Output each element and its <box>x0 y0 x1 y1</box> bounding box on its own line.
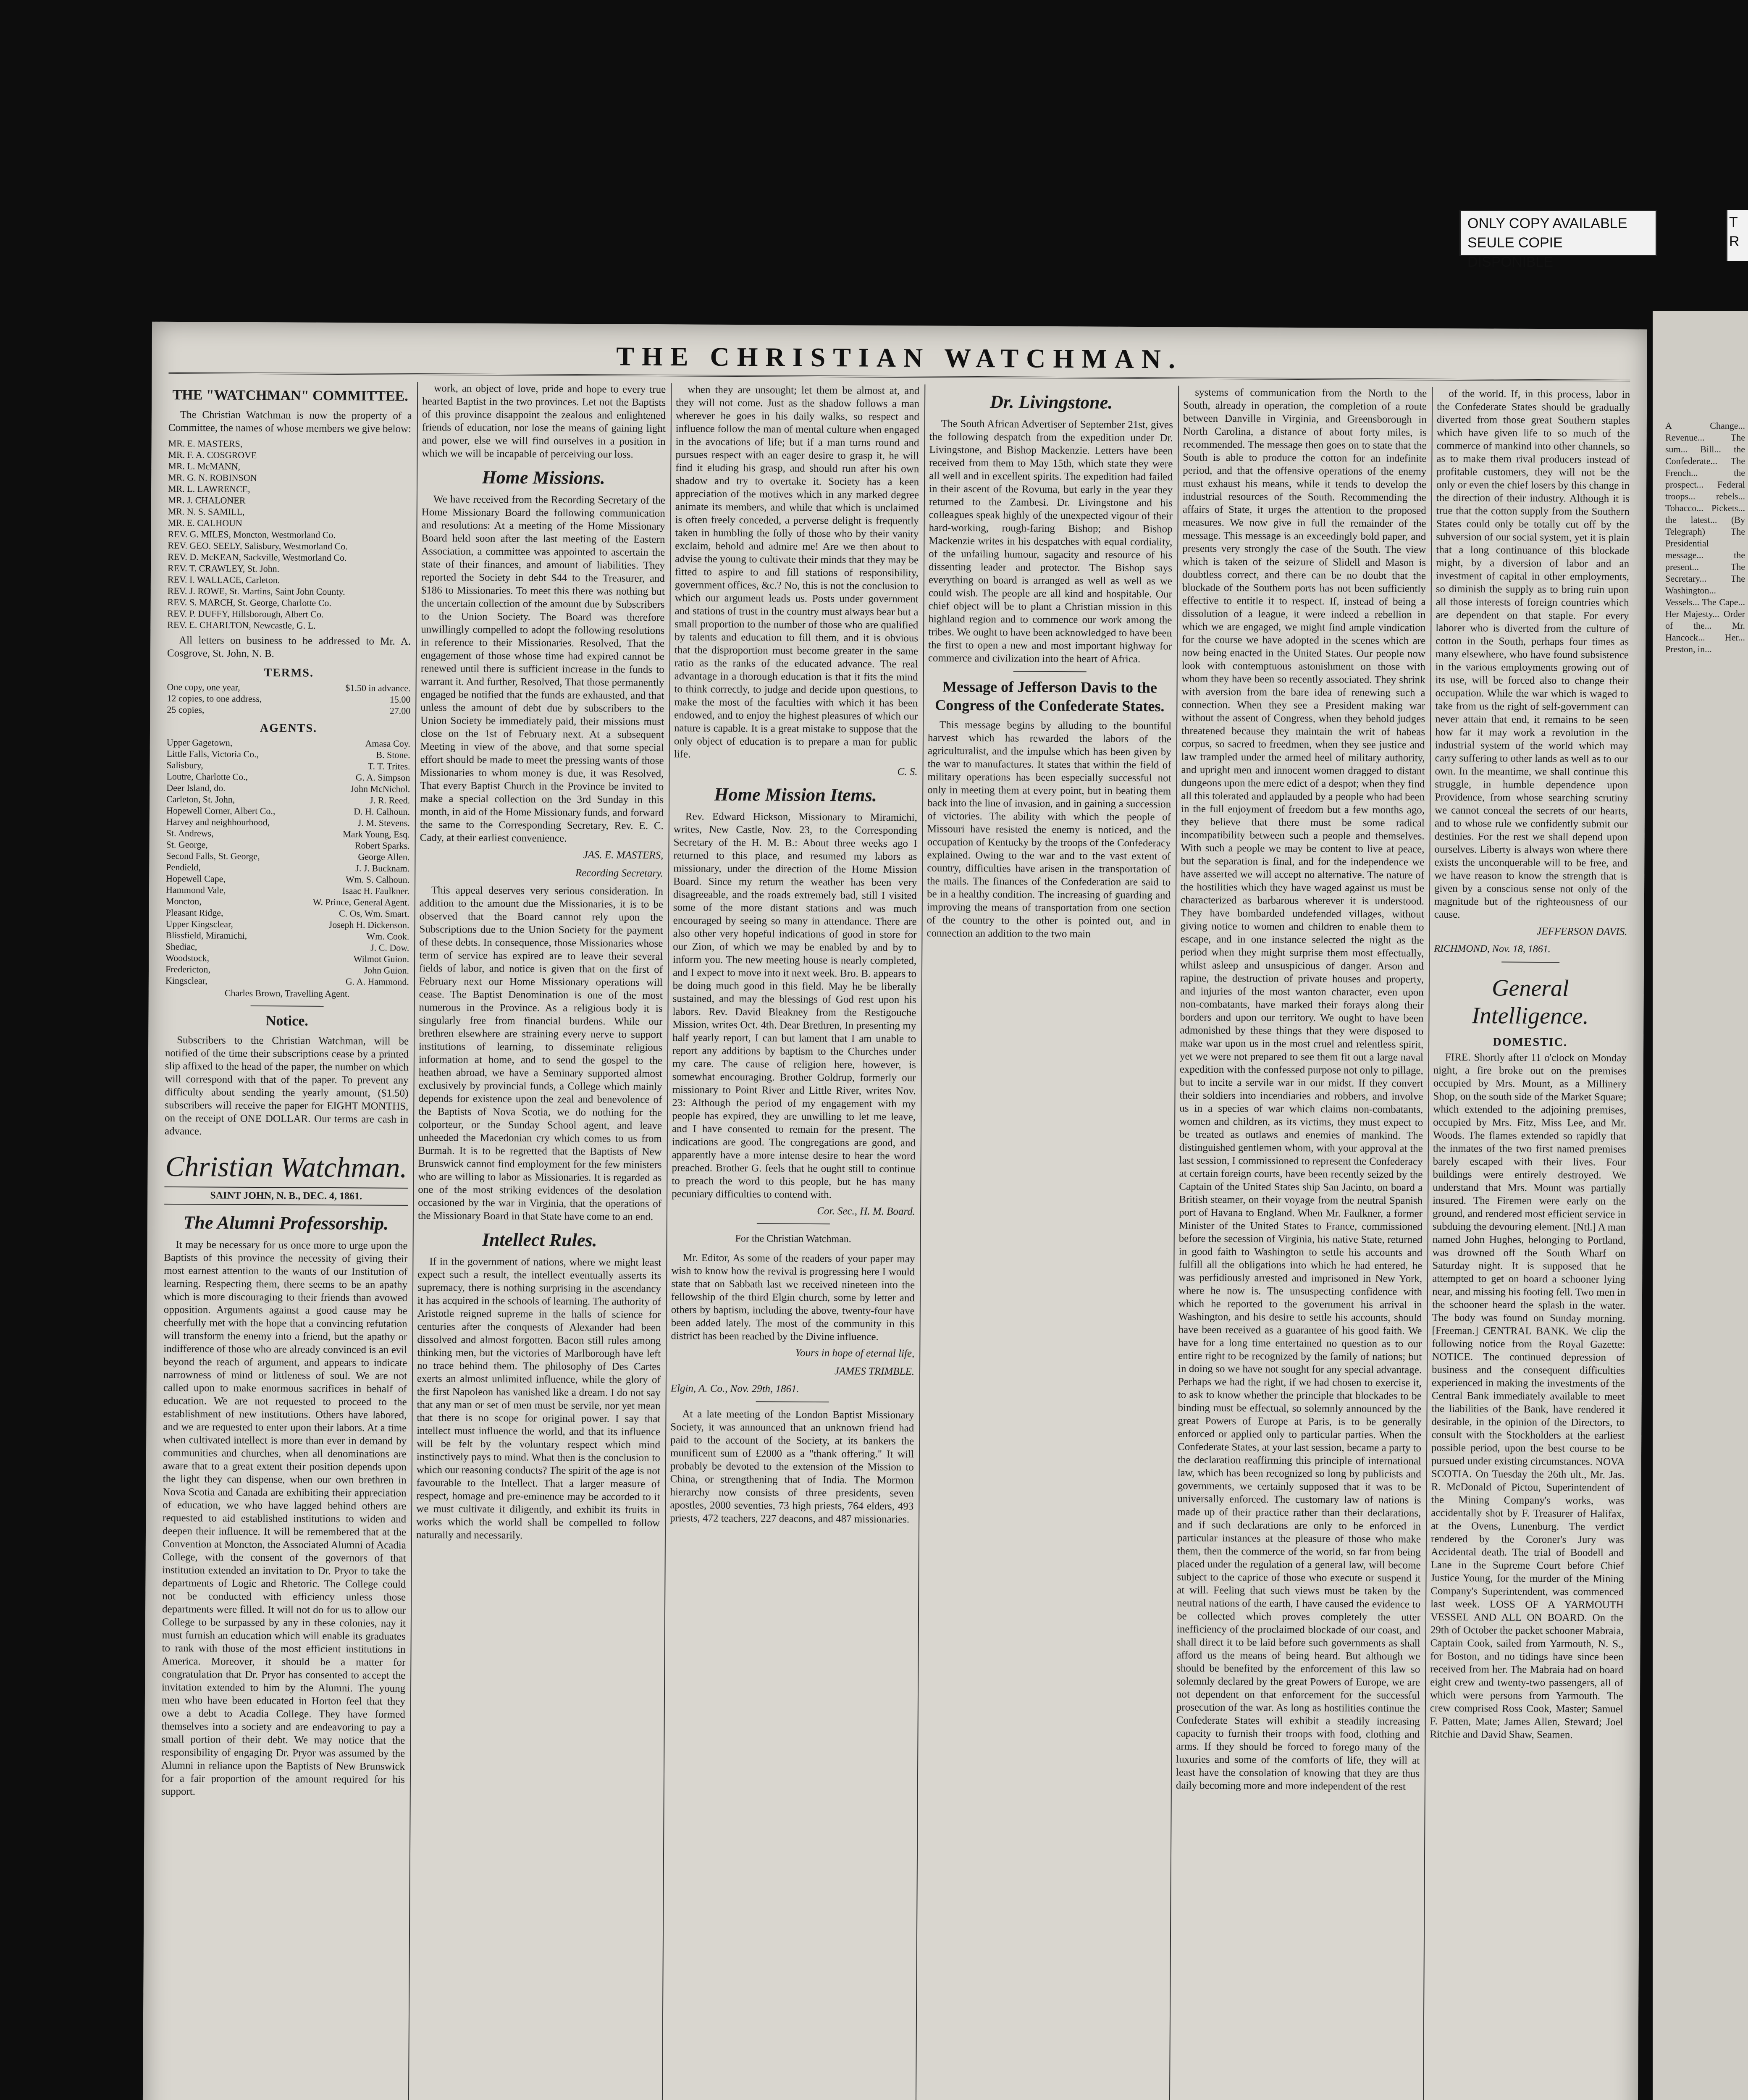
agent-row-value: W. Prince, General Agent. <box>312 896 409 908</box>
alumni-heading: The Alumni Professorship. <box>183 1212 389 1234</box>
column-2 <box>412 382 666 2100</box>
agent-row-value: Isaac H. Faulkner. <box>342 885 410 896</box>
agent-row <box>166 861 409 874</box>
signature-cs: C. S. <box>897 766 918 778</box>
committee-member: REV. S. MARCH, St. George, Charlotte Co. <box>167 596 331 608</box>
address-note: All letters on business to be addressed to Mr. A. Cosgrove, St. John, N. B. <box>167 635 411 660</box>
alumni-text: It may be necessary for us once more to urge upon the Baptists of this province the necessity of giving their most earnest attention to the wants of our Institution of learning. Respecting them, there seems to be an apathy which is more discouraging to their friends than avowed opposition. Arguments against a good cause may be cheerfully met with the hope that a convincing refutation will transform the enemy into a friend, but the apathy or indifference of those who are already convinced is an evil beyond the reach of argument, and appears to indicate narrowness of mind or littleness of soul. We are not called upon to make enormous sacrifices in behalf of education. We are not requested to proceed to the establishment of new institutions. Others have labored, and we are requested to enter upon their labors. At a time when cultivated intellect is more than ever in demand by communities and churches, when all denominations are aware that to a great extent their position depends upon the light they can dispense, when our own brethren in Nova Scotia and Canada are exhibiting their appreciation of education, we who have lagged behind others are requested to aid established institutions to widen and deepen their influence. It will be remembered that at the Convention at Moncton, the Associated Alumni of Acadia College, with the consent of the governors of that institution extended an invitation to Dr. Pryor to take the departments of Logic and Rhetoric. The College could not be conducted with efficiency unless those departments were filled. It will not do for us to allow our College to be surpassed by any in these colonies, nay it must furnish an education which will enable its graduates to rank with those of the most efficient institutions in America. Moreover, it should be a matter for congratulation that Dr. Pryor has consented to accept the invitation extended to him by the Alumni. The young men who have been educated in Horton feel that they owe a debt to Acadia College. They have formed themselves into a society and are endeavoring to pay a small portion of their debt. We may notice that the responsibility of engaging Dr. Pryor was assumed by the Alumni in reliance upon the Baptists of New Brunswick for a fair proportion of the amount required for his support. <box>161 1239 408 1798</box>
committee-members-list <box>167 438 412 632</box>
committee-heading: THE "WATCHMAN" COMMITTEE. <box>172 387 408 404</box>
agent-row <box>166 839 410 851</box>
home-mission-items-text: Rev. Edward Hickson, Missionary to Miramichi, writes, New Castle, Nov. 23, to the Corresponding Secretary of the H. M. B.: About three weeks ago I returned to this place, and resumed my labors as missionary, under the direction of the Home Mission Board. Since my return the weather has been very disagreeable, and the roads extremely bad, still I visited some of the more distant stations and was much encouraged by seeing so many in attendance. There are also other very hopeful indications of good in store for our Zion, of which we may be enabled by and by to inform you. The new meeting house is nearly completed, and I expect to move into it next week. Bro. B. appears to be doing much good in this field. May he be liberally sustained, and may the blessings of God rest upon his labors. Rev. David Bleakney from the Restigouche Mission, writes Oct. 4th. Dear Brethren, In presenting my half yearly report, I can but lament that I am unable to report any additions by baptism to the Churches under my care. The cause of religion here, however, is somewhat encouraging. Brother Goldrup, formerly our missionary to Point River and Little River, writes Nov. 23: Although the period of my engagement with my people has expired, they are unwilling to let me leave, and I have consented to remain for the present. The indications are good. The congregations are good, and apparently have a more intense desire to hear the word preached. Brother G. feels that he ought still to continue to preach the word to this people, but he has many pecuniary difficulties to contend with. <box>672 811 918 1201</box>
agent-row <box>165 975 409 987</box>
adjacent-page-text: A Change... Revenue... The sum... Bill... the Confederate... The French... the prospect... Federal troops... rebels... Tobacco... Pickets... the latest... (By Telegraph) The Presidential message... the present... The Secretary... The Washington... Vessels... The Cape... Her Majesty... Order of the... Mr. Hancock... Her... Preston, in... <box>1665 420 1745 654</box>
agent-row-value: Wm. Cook. <box>366 931 409 942</box>
notice-heading: Notice. <box>265 1013 308 1029</box>
agent-row-label: Fredericton, <box>165 963 210 975</box>
agent-row-value: J. R. Reed. <box>370 795 410 806</box>
column-4 <box>920 384 1173 2100</box>
masthead-title: THE CHRISTIAN WATCHMAN. <box>616 341 1183 374</box>
agent-row-label: Upper Kingsclear, <box>165 918 234 929</box>
agent-row-value: Mark Young, Esq. <box>343 829 410 840</box>
terms-row <box>167 681 410 694</box>
agent-row-label: Pleasant Ridge, <box>165 907 223 918</box>
terms-row <box>167 704 410 717</box>
terms-list <box>167 681 410 717</box>
agent-row-value: Wilmot Guion. <box>353 953 409 964</box>
divider <box>757 1223 830 1224</box>
committee-member: MR. N. S. SAMILL, <box>168 506 245 517</box>
committee-member: REV. D. McKEAN, Sackville, Westmorland Co. <box>168 551 347 563</box>
col5-text: systems of communication from the North to the South, already in operation, the completion of a route between Danville in Virginia, and Greensborough in North Carolina, a distance of about forty miles, is recommended. The message then goes on to state that the South is able to produce the cotton for an indefinite period, and that the offensive operations of the enemy must exhaust his means, while it tends to develop the industrial resources of the South. Recommending the affairs of State, it urges the attention to the proposed measures. We now give in full the remainder of the message. This message is an exceedingly bold paper, and presents very strongly the case of the South. The view which is taken of the seizure of Slidell and Mason is doubtless correct, and there can be no doubt that the blockade of the Southern ports has not been sufficiently effective to entitle it to respect. If, instead of being a dissolution of a league, it were indeed a rebellion in which we are engaged, we might find ample vindication for the course we have adopted in the scenes which are now being enacted in the United States. Our people now look with contemptuous astonishment on those with whom they have been so recently associated. They shrink with aversion from the bare idea of renewing such a connection. When they see a President making war without the assent of Congress, when they behold judges threatened because they maintain the writ of habeas corpus, so sacred to freedmen, when they see justice and law trampled under the armed heel of military authority, and upright men and innocent women dragged to distant dungeons upon the mere edict of a despot; when they find all this tolerated and applauded by a people who had been in the full enjoyment of freedom but a few months ago, they believe that there must be some radical incompatibility between such a people and themselves. With such a people we may be content to live at peace, but the separation is final, and for the independence we have asserted we will accept no alternative. The nature of the hostilities which they have waged against us must be characterized as barbarous wherever it is understood. They have bombarded undefended villages, without giving notice to women and children to enable them to escape, and in one instance selected the night as the period when they might surprise them most effectually, whilst asleep and unsuspicious of danger. Arson and rapine, the destruction of private houses and property, and injuries of the most wanton character, even upon non-combatants, have marked their forays along their borders and upon our territory. We ought to have been admonished by these things that they were disposed to make war upon us in the most cruel and relentless spirit, yet we were not prepared to see them fit out a large naval expedition with the confessed purpose not only to pillage, but to incite a servile war in our midst. If they convert their soldiers into incendiaries and robbers, and involve us in a species of war which claims non-combatants, women and children, as its victims, they must expect to be treated as outlaws and enemies of mankind. The distinguished gentlemen whom, with your approval at the last session, I commissioned to represent the Confederacy at certain foreign courts, have been recently seized by the Captain of the United States ship San Jacinto, on board a British steamer, on their voyage from the neutral Spanish port of Havana to England. When Mr. Faulkner, a former Minister of the United States to France, commissioned before the secession of Virginia, his native State, returned in good faith to Washington to settle his accounts and fulfill all the obligations into which he had entered, he was perfidiously arrested and imprisoned in New York, where he now is. The unsuspecting confidence with which he reported to the government his arrival in Washington, and his desire to settle his accounts, should have been received as a guarantee of his good faith. We have for a long time entertained no question as to our entire right to be recognized by the family of nations; but in doing so we have not sought for any special advantage. Perhaps we had the right, if we had chosen to exercise it, to ask to know whether the principle that blockades to be binding must be effectual, so solemnly announced by the great Powers of Europe at Paris, is to be generally enforced or applied only to particular parties. When the Confederate States, at your last session, became a party to the declaration reaffirming this principle of international law, which has been recognized so long by publicists and governments, we certainly supposed that it was to be universally enforced. The customary law of nations is made up of their practice rather than their declarations, and if such declarations are only to be enforced in particular instances at the pleasure of those who make them, then the commerce of the world, so far from being placed under the regulation of a general law, will become subject to the caprice of those who execute or suspend it at will. Feeling that such views must be taken by the neutral nations of the earth, I have caused the evidence to be collected which proves completely the utter inefficiency of the proclaimed blockade of our coast, and shall direct it to be laid before such governments as shall afford us the means of being heard. But although we should be benefited by the enforcement of this law so solemnly declared by the great Powers of Europe, we are not dependent on that enforcement for the successful prosecution of the war. As long as hostilities continue the Confederate States will exhibit a steadily increasing capacity to furnish their troops with food, clothing and arms. If they should be forced to forego many of the luxuries and some of the comforts of life, they will at least have the consolation of knowing that they are thus daily becoming more and more independent of the rest <box>1176 386 1427 1793</box>
home-mission-items-heading: Home Mission Items. <box>714 784 877 806</box>
stamp-line-2: SEULE COPIE DISPONIBLE <box>1467 235 1563 270</box>
committee-member: MR. F. A. COSGROVE <box>168 449 257 461</box>
committee-member: REV. G. MILES, Moncton, Westmorland Co. <box>168 528 336 541</box>
agents-heading: AGENTS. <box>260 722 318 735</box>
agent-row <box>166 827 410 840</box>
committee-member: MR. J. CHALONER <box>168 494 246 506</box>
agent-row-label: Loutre, Charlotte Co., <box>166 771 248 782</box>
committee-member: REV. E. CHARLTON, Newcastle, G. L. <box>167 619 316 631</box>
agent-row-label: St. George, <box>166 839 208 850</box>
agent-row <box>166 918 409 931</box>
agent-row-label: St. Andrews, <box>166 827 214 839</box>
agent-row-value: J. M. Stevens. <box>357 817 410 828</box>
agent-row <box>166 759 410 772</box>
agent-row-label: Carleton, St. John, <box>166 793 235 805</box>
signature-davis: JEFFERSON DAVIS. <box>1537 925 1627 938</box>
divider <box>251 1005 324 1007</box>
committee-member: MR. G. N. ROBINSON <box>168 472 257 483</box>
agent-row <box>165 952 409 965</box>
column-3 <box>666 383 919 2100</box>
agents-list <box>165 737 410 987</box>
davis-message-text: This message begins by alluding to the bountiful harvest which has rewarded the labors of the agriculturalist, and the impulse which has been given by the war to manufactures. It states that within the field of military operations has been especially successful not only in meeting them at every point, but in beating them back into the line of invasion, and in gaining a succession of victories. The ability with which the people of Missouri have resisted the enemy is noticed, and the occupation of Kentucky by the troops of the Confederacy explained. Owing to the war and to the vast extent of country, difficulties have arisen in the transportation of the mails. The finances of the Confederation are said to be in a healthy condition. The increasing of guarding and improving the means of transportation from one section of the country to the other is pointed out, and in connection an addition to the two main <box>926 719 1172 940</box>
agent-row-label: Little Falls, Victoria Co., <box>166 748 259 760</box>
col3-text-top: when they are unsought; let them be almost at, and they will not come. Just as the shadow follows a man wherever he goes in his daily walks, so respect and influence follow the man of mental culture when engaged in the avocations of life; but if a man turns round and pursues respect with an eager desire to grasp it, he will find it eluding his grasp, and should run after his own shadow and try to overtake it. Society has a keen appreciation of the motives which in any marked degree animate its members, and while that which is unclaimed is often freely conceded, a perverse delight is frequently taken in humbling the folly of those who by their vanity exclaim, behold and admire me! Are we then about to advise the young to cultivate their minds that they may be fitted to aspire to and fill stations of responsibility, government offices, &c.? No, this is not the conclusion to which our argument leads us. Posts under government and stations of trust in the country must always bear but a small proportion to the number of those who are qualified by talents and education to fill them, and it is obvious that the disproportion must become greater in the same ratio as the ranks of the educated advance. The real advantage in a thorough education is that it fits the mind to think correctly, to judge and decide upon questions, to make the most of the faculties with which it has been endowed, and to enjoy the highest pleasures of which our nature is capable. It is a great mistake to suppose that the only object of education is to prepare a man for public life. <box>674 384 920 760</box>
agent-row-label: Blissfield, Miramichi, <box>165 929 247 941</box>
agent-row-label: Hopewell Cape, <box>166 873 226 884</box>
agent-row <box>166 873 409 885</box>
divider <box>1013 671 1087 672</box>
agent-row <box>165 929 409 942</box>
home-missions-text: We have received from the Recording Secretary of the Home Missionary Board the following communication and resolutions: At a meeting of the Home Missionary Board held soon after the last meeting of the Eastern Association, a committee was appointed to ascertain the state of their finances, and amount of liabilities. They reported the Society in debt $44 to the Treasurer, and $186 to Missionaries. To meet this there was nothing but the uncertain collection of the amount due by Subscribers to the Union Society. The Board was therefore unwillingly compelled to adopt the following resolutions in reference to their Missionaries. Resolved, That the engagement of those whose time had expired cannot be renewed until there is sufficient increase in the funds to warrant it. And further, Resolved, That those permanently engaged be notified that the funds are exhausted, and that unless the amount of debt due by subscribers to the Union Society be immediately paid, their missions must close on the 1st of February next. At a subsequent Meeting in view of the above, and that some special effort should be made to meet the pressing wants of those Missionaries to whom money is due, it was Resolved, That every Baptist Church in the Province be invited to make a special collection on the 3rd Sunday in this month, in aid of the Home Missionary funds, and forward the same to the Corresponding Secretary, Rev. E. C. Cady, at their earliest convenience. <box>420 494 665 844</box>
agent-row-value: Wm. S. Calhoun. <box>345 874 410 885</box>
letter-signature: JAMES TRIMBLE. <box>834 1365 915 1378</box>
general-intelligence-heading: General Intelligence. <box>1472 975 1589 1029</box>
agent-row-value: T. T. Trites. <box>367 761 410 772</box>
adjacent-stamp-edge <box>1726 210 1748 261</box>
intellect-text: If in the government of nations, where we might least expect such a result, the intellect eventually asserts its supremacy, there is nothing surprising in the ascendancy it has acquired in the schools of learning. The authority of Aristotle reigned supreme in the halls of science for centuries after the conquests of Alexander had been dissolved and almost forgotten. Bacon still rules among thinking men, but the victories of Marlborough have left no trace behind them. The philosophy of Des Cartes exerts an almost unlimited influence, while the glory of the first Napoleon has vanished like a dream. I do not say that any man or set of men must be servile, nor yet mean that there is no scope for original power. I say that intellect must influence the world, and that its influence will be felt by the voluntary respect which mind instinctively pays to mind. What then is the conclusion to which our reasoning conducts? The spirit of the age is not favourable to the Intellect. That a larger measure of respect, homage and pre-eminence may be accorded to it we must cultivate it diligently, and exhibit its fruits in works which the world shall be compelled to follow naturally and necessarily. <box>416 1256 661 1541</box>
committee-member: MR. E. MASTERS, <box>168 438 243 449</box>
intellect-heading: Intellect Rules. <box>482 1229 597 1251</box>
agent-row-label: Pendield, <box>166 861 201 873</box>
agent-row-value: George Allen. <box>358 851 410 862</box>
signature-masters: JAS. E. MASTERS, <box>583 849 664 861</box>
agent-row-value: J. J. Bucknam. <box>355 863 410 874</box>
committee-member: MR. L. LAWRENCE, <box>168 483 250 494</box>
newspaper-page <box>142 322 1647 2100</box>
agent-row <box>166 850 409 863</box>
agent-row-label: Shediac, <box>165 941 197 952</box>
letter-closing: Yours in hope of eternal life, <box>795 1347 915 1360</box>
stamp-edge-text: T R <box>1729 214 1740 249</box>
agent-row <box>166 884 409 897</box>
agent-row-label: Deer Island, do. <box>166 782 226 793</box>
letter-place: Elgin, A. Co., Nov. 29th, 1861. <box>670 1383 799 1395</box>
agent-row <box>166 793 410 806</box>
committee-member: REV. T. CRAWLEY, St. John. <box>167 562 280 574</box>
availability-stamp <box>1459 210 1657 270</box>
notice-text: Subscribers to the Christian Watchman, will be notified of the time their subscriptions cease by a printed slip affixed to the head of the paper, the number on which will correspond with that of the paper. To prevent any difficulty about sending the yearly amount, ($1.50) subscribers will receive the paper for EIGHT MONTHS, on the receipt of ONE DOLLAR. Our terms are cash in advance. <box>164 1034 409 1137</box>
committee-intro: The Christian Watchman is now the property of a Committee, the names of whose members we give below: <box>168 409 412 435</box>
agent-row-value: John Guion. <box>364 965 409 976</box>
agent-row <box>165 963 409 976</box>
terms-row-label: 12 copies, to one address, <box>167 693 262 704</box>
agent-row-label: Moncton, <box>165 895 202 907</box>
stamp-line-1: ONLY COPY AVAILABLE <box>1467 215 1627 231</box>
page-columns <box>159 381 1630 2100</box>
agent-row <box>166 805 410 817</box>
committee-member: REV. J. ROWE, St. Martins, Saint John County. <box>167 585 345 597</box>
column-5 <box>1173 386 1427 2100</box>
livingstone-heading: Dr. Livingstone. <box>989 391 1113 413</box>
agent-row <box>166 771 410 783</box>
column-1 <box>159 381 412 2100</box>
col2-text-top: work, an object of love, pride and hope to every true hearted Baptist in the two provinces. Let not the Baptists of this province disappoint the zealous and enlightened friends of education, nor lose the means of gaining light and power, else we will find ourselves in a position in which we will be incapable of perceiving our loss. <box>422 383 666 460</box>
agent-row-value: John McNichol. <box>350 783 410 794</box>
domestic-heading: DOMESTIC. <box>1493 1035 1567 1049</box>
agent-row <box>167 737 410 749</box>
agent-row-value: Amasa Coy. <box>365 738 410 749</box>
agent-row-value: G. A. Simpson <box>355 772 410 783</box>
adjacent-page <box>1653 311 1748 2100</box>
committee-member: REV. I. WALLACE, Carleton. <box>167 574 280 585</box>
terms-row-label: 25 copies, <box>167 704 205 715</box>
signature-cor-sec: Cor. Sec., H. M. Board. <box>817 1205 916 1218</box>
agent-row <box>167 748 410 761</box>
column-6 <box>1427 387 1630 2100</box>
divider <box>1501 962 1559 963</box>
agent-row-value: G. A. Hammond. <box>345 976 409 987</box>
agent-row <box>166 782 410 795</box>
agent-row <box>166 816 410 829</box>
letter-text: Mr. Editor, As some of the readers of your paper may wish to know how the revival is progressing here I would state that on Sabbath last we received nineteen into the fellowship of the third Elgin church, some by letter and others by baptism, including the above, twenty-four have been added lately. The most of the community in this district has been reached by the Divine influence. <box>671 1252 915 1343</box>
home-missions-heading: Home Missions. <box>482 467 605 488</box>
terms-row-value: 15.00 <box>389 694 411 705</box>
divider <box>756 1401 829 1402</box>
terms-row-label: One copy, one year, <box>167 681 240 693</box>
terms-row-value: 27.00 <box>389 705 411 716</box>
col6-text-top: of the world. If, in this process, labor in the Confederate States should be gradually diverted from those great Southern staples which have given life to so much of the commerce of mankind into other channels, so as to make them rival producers instead of profitable customers, they will not be the only or even the chief losers by this change in the direction of their industry. Although it is true that the cotton supply from the Southern States could only be totally cut off by the subversion of our social system, yet it is plain that a long continuance of this blockade might, by a diversion of labor and an investment of capital in other employments, so diminish the supply as to bring ruin upon all those interests of foreign countries which are dependent on that staple. For every laborer who is diverted from the culture of cotton in the South, perhaps four times as many elsewhere, who have found subsistence in the various employments growing out of its use, will be forced also to change their occupation. While the war which is waged to take from us the right of self-government can never attain that end, it remains to be seen how far it may work a revolution in the industrial system of the world which may carry suffering to other lands as well as to our own. In the meantime, we shall continue this struggle, in humble dependence upon Providence, from whose searching scrutiny we cannot conceal the secrets of our hearts, and to whose rule we confidently submit our destinies. For the rest we shall depend upon ourselves. Liberty is always won where there exists the unconquerable will to be free, and we have reason to know the strength that is given by a conscious sense not only of the magnitude but of the righteousness of our cause. <box>1434 388 1630 921</box>
domestic-text: FIRE. Shortly after 11 o'clock on Monday night, a fire broke out on the premises occupied by Mrs. Mount, as a Millinery Shop, on the south side of the Market Square; which extended to the adjoining premises, occupied by Mrs. Fitz, Miss Lee, and Mr. Woods. The flames extended so rapidly that the inmates of the two first named premises barely escaped with their lives. Four buildings were entirely destroyed. We understand that Mrs. Mount was partially insured. The Firemen were early on the ground, and rendered most efficient service in subduing the devouring element. [Ntl.] A man named John Hughes, belonging to Portland, was drowned off the South Wharf on Saturday night. It is supposed that he attempted to get on board a schooner lying near, and missing his footing fell. Two men in the schooner heard the splash in the water. The body was found on Sunday morning. [Freeman.] CENTRAL BANK. We clip the following notice from the Royal Gazette: NOTICE. The continued depression of business and the consequent difficulties experienced in making the investments of the Central Bank immediately available to meet the liabilities of the Bank, have rendered it desirable, in the opinion of the Directors, to consult with the Stockholders at the earliest possible period, upon the best course to be pursued under existing circumstances. NOVA SCOTIA. On Tuesday the 26th ult., Mr. Jas. R. McDonald of Pictou, Superintendent of the Mining Company's works, was accidentally shot by F. Treasurer of Halifax, at the Ovens, Lunenburg. The verdict rendered by the Coroner's Jury was Accidental death. The trial of Boodell and Lane in the Supreme Court before Chief Justice Young, for the murder of the Mining Company's Superintendent, was commenced last week. LOSS OF A YARMOUTH VESSEL AND ALL ON BOARD. On the 29th of October the packet schooner Mabraia, Captain Cook, sailed from Yarmouth, N. S., for Boston, and no tidings have since been received from her. The Mabraia had on board eight crew and twenty-two passengers, all of which were persons from Yarmouth. The crew comprised Ross Cook, Master; Samuel F. Patten, Mate; James Allen, Steward; Joel Ritchie and David Shaw, Seamen. <box>1430 1051 1627 1741</box>
agent-row-label: Kingsclear, <box>165 975 207 986</box>
agent-row-label: Hopewell Corner, Albert Co., <box>166 805 276 816</box>
committee-member: MR. E. CALHOUN <box>168 517 242 528</box>
davis-message-heading: Message of Jefferson Davis to the Congress of the Confederate States. <box>935 678 1165 715</box>
col3-text-bottom: At a late meeting of the London Baptist Missionary Society, it was announced that an unknown friend had paid to the account of the Society, at its bankers the munificent sum of £2000 as a "thank offering." It will probably be devoted to the extension of the Mission to China, or strengthening that of India. The Mormon hierarchy now consists of three presidents, seven apostles, 2000 seventies, 73 high priests, 764 elders, 493 priests, 472 teachers, 227 deacons, and 487 missionaries. <box>670 1408 914 1525</box>
agent-row-value: J. C. Dow. <box>370 942 409 953</box>
signature-place: RICHMOND, Nov. 18, 1861. <box>1434 943 1551 955</box>
agent-row-value: B. Stone. <box>376 749 410 760</box>
agent-row-value: Joseph H. Dickenson. <box>328 919 409 930</box>
agent-row-label: Upper Gagetown, <box>166 737 233 748</box>
agent-row-label: Woodstock, <box>165 952 210 963</box>
committee-member: REV. P. DUFFY, Hillsborough, Albert Co. <box>167 608 324 620</box>
agent-row <box>166 895 409 908</box>
agent-row-label: Harvey and neighbourhood, <box>166 816 270 828</box>
agent-row-value: Robert Sparks. <box>354 840 410 851</box>
agent-row-label: Salisbury, <box>166 759 203 771</box>
agent-row-label: Hammond Vale, <box>165 884 226 895</box>
agent-row-value: D. H. Calhoun. <box>354 806 410 817</box>
committee-member: MR. L. McMANN, <box>168 460 241 472</box>
dateline: SAINT JOHN, N. B., DEC. 4, 1861. <box>164 1186 408 1206</box>
terms-heading: TERMS. <box>264 666 314 680</box>
committee-member: REV. GEO. SEELY, Salisbury, Westmorland Co. <box>168 540 348 552</box>
travelling-agent: Charles Brown, Travelling Agent. <box>224 987 350 999</box>
terms-row-value: $1.50 in advance. <box>345 682 411 693</box>
paper-title: Christian Watchman. <box>165 1150 407 1184</box>
signature-masters-title: Recording Secretary. <box>575 867 664 879</box>
letter-heading: For the Christian Watchman. <box>735 1233 851 1245</box>
livingstone-text: The South African Advertiser of September 21st, gives the following despatch from the expedition under Dr. Livingstone, and Bishop Mackenzie. Letters have been received from them to May 15th, which state they were all well and in excellent spirits. The expedition had failed in their ascent of the Rovuma, but early in the year they returned to the Zambesi. Dr. Livingstone and his colleagues speak highly of the unexpected vigour of their hard-working, rough-faring Bishop; and Bishop Mackenzie writes in his despatches with equal cordiality, of the unfailing humour, sagacity and resource of his dissenting leader and protector. The Bishop says everything on board is arranged as well as well as we could wish. The people are all kind and hospitable. Our chief object will be to plant a Christian mission in this highland region and to commence our work among the tribes. We ought to have been acknowledged to have been the first to open a new and most important highway for commerce and civilization into the heart of Africa. <box>928 418 1173 665</box>
terms-row <box>167 693 410 705</box>
agent-row-value: C. Os, Wm. Smart. <box>339 908 409 919</box>
col2-text-mid: This appeal deserves very serious consideration. In addition to the amount due the Missionaries, it is to be observed that the Board cannot rely upon the Subscriptions due to the Union Society for the payment of these debts. In consequence, those Missionaries whose term of service has expired are to leave their several fields of labor, and notice is given that on the first of February next our Home Missionary operations will cease. The Baptist Denomination is one of the most numerous in the Province. As a religious body it is singularly free from financial burdens. While our brethren elsewhere are straining every nerve to support institutions of learning, to disseminate religious information at home, and to send the gospel to the heathen abroad, we have a Seminary supported almost exclusively by provincial funds, a College which mainly depends for existence upon the zeal and benevolence of the Baptists of Nova Scotia, we do nothing for the colporteur, or the Sunday School agent, and leave unheeded the Macedonian cry which comes to us from Burmah. It is to be regretted that the Baptists of New Brunswick cannot find employment for the few ministers who are willing to labor as Missionaries. It is regarded as one of the most striking evidences of the desolation occasioned by the war in Virginia, that the operations of the Missionary Board in that State have come to an end. <box>417 885 664 1223</box>
agent-row <box>165 941 409 953</box>
agent-row <box>166 907 409 919</box>
agent-row-label: Second Falls, St. George, <box>166 850 260 862</box>
